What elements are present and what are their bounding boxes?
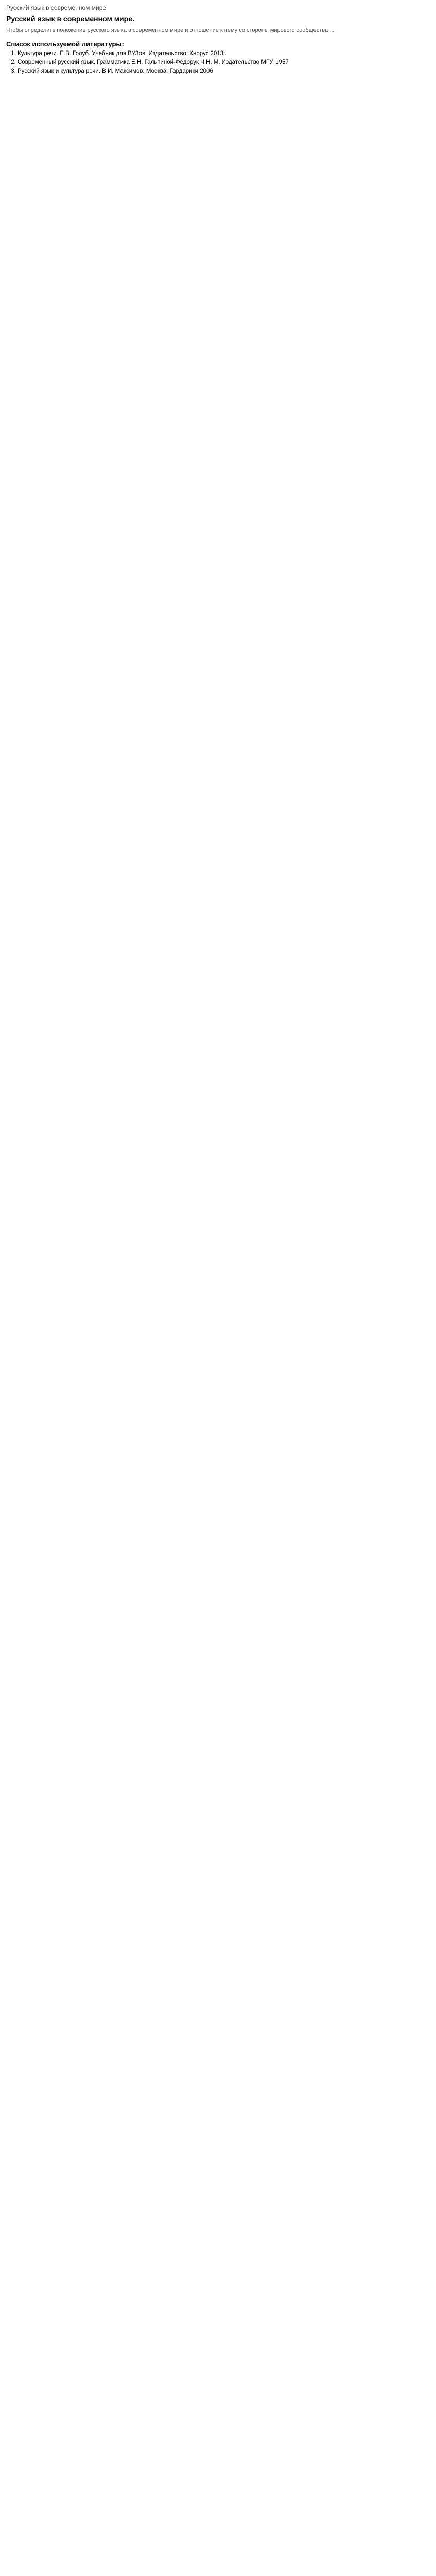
document-page xyxy=(0,0,436,89)
bibliography xyxy=(6,40,430,75)
bibliography-list xyxy=(6,50,430,75)
bibliography-item: 3. Русский язык и культура речи. В.И. Максимов. Москва, Гардарики 2006 xyxy=(18,67,430,75)
breadcrumb: Русский язык в современном мире xyxy=(6,4,107,11)
note-text: Чтобы определить положение русского языка в современном мире и отношение к нему со стороны мирового сообщества ... xyxy=(6,27,335,33)
bibliography-item: 1. Культура речи. Е.В. Голуб. Учебник для ВУЗов. Издательство: Кнорус 2013г. xyxy=(18,50,430,58)
bibliography-item: 2. Современный русский язык. Грамматика Е.Н. Гальпиной-Федорук Ч.Н. М. Издательство МГУ, 1957 xyxy=(18,59,430,66)
page-title: Русский язык в современном мире. xyxy=(6,14,134,23)
bibliography-title: Список используемой литературы: xyxy=(6,40,124,48)
article-body xyxy=(6,27,430,34)
